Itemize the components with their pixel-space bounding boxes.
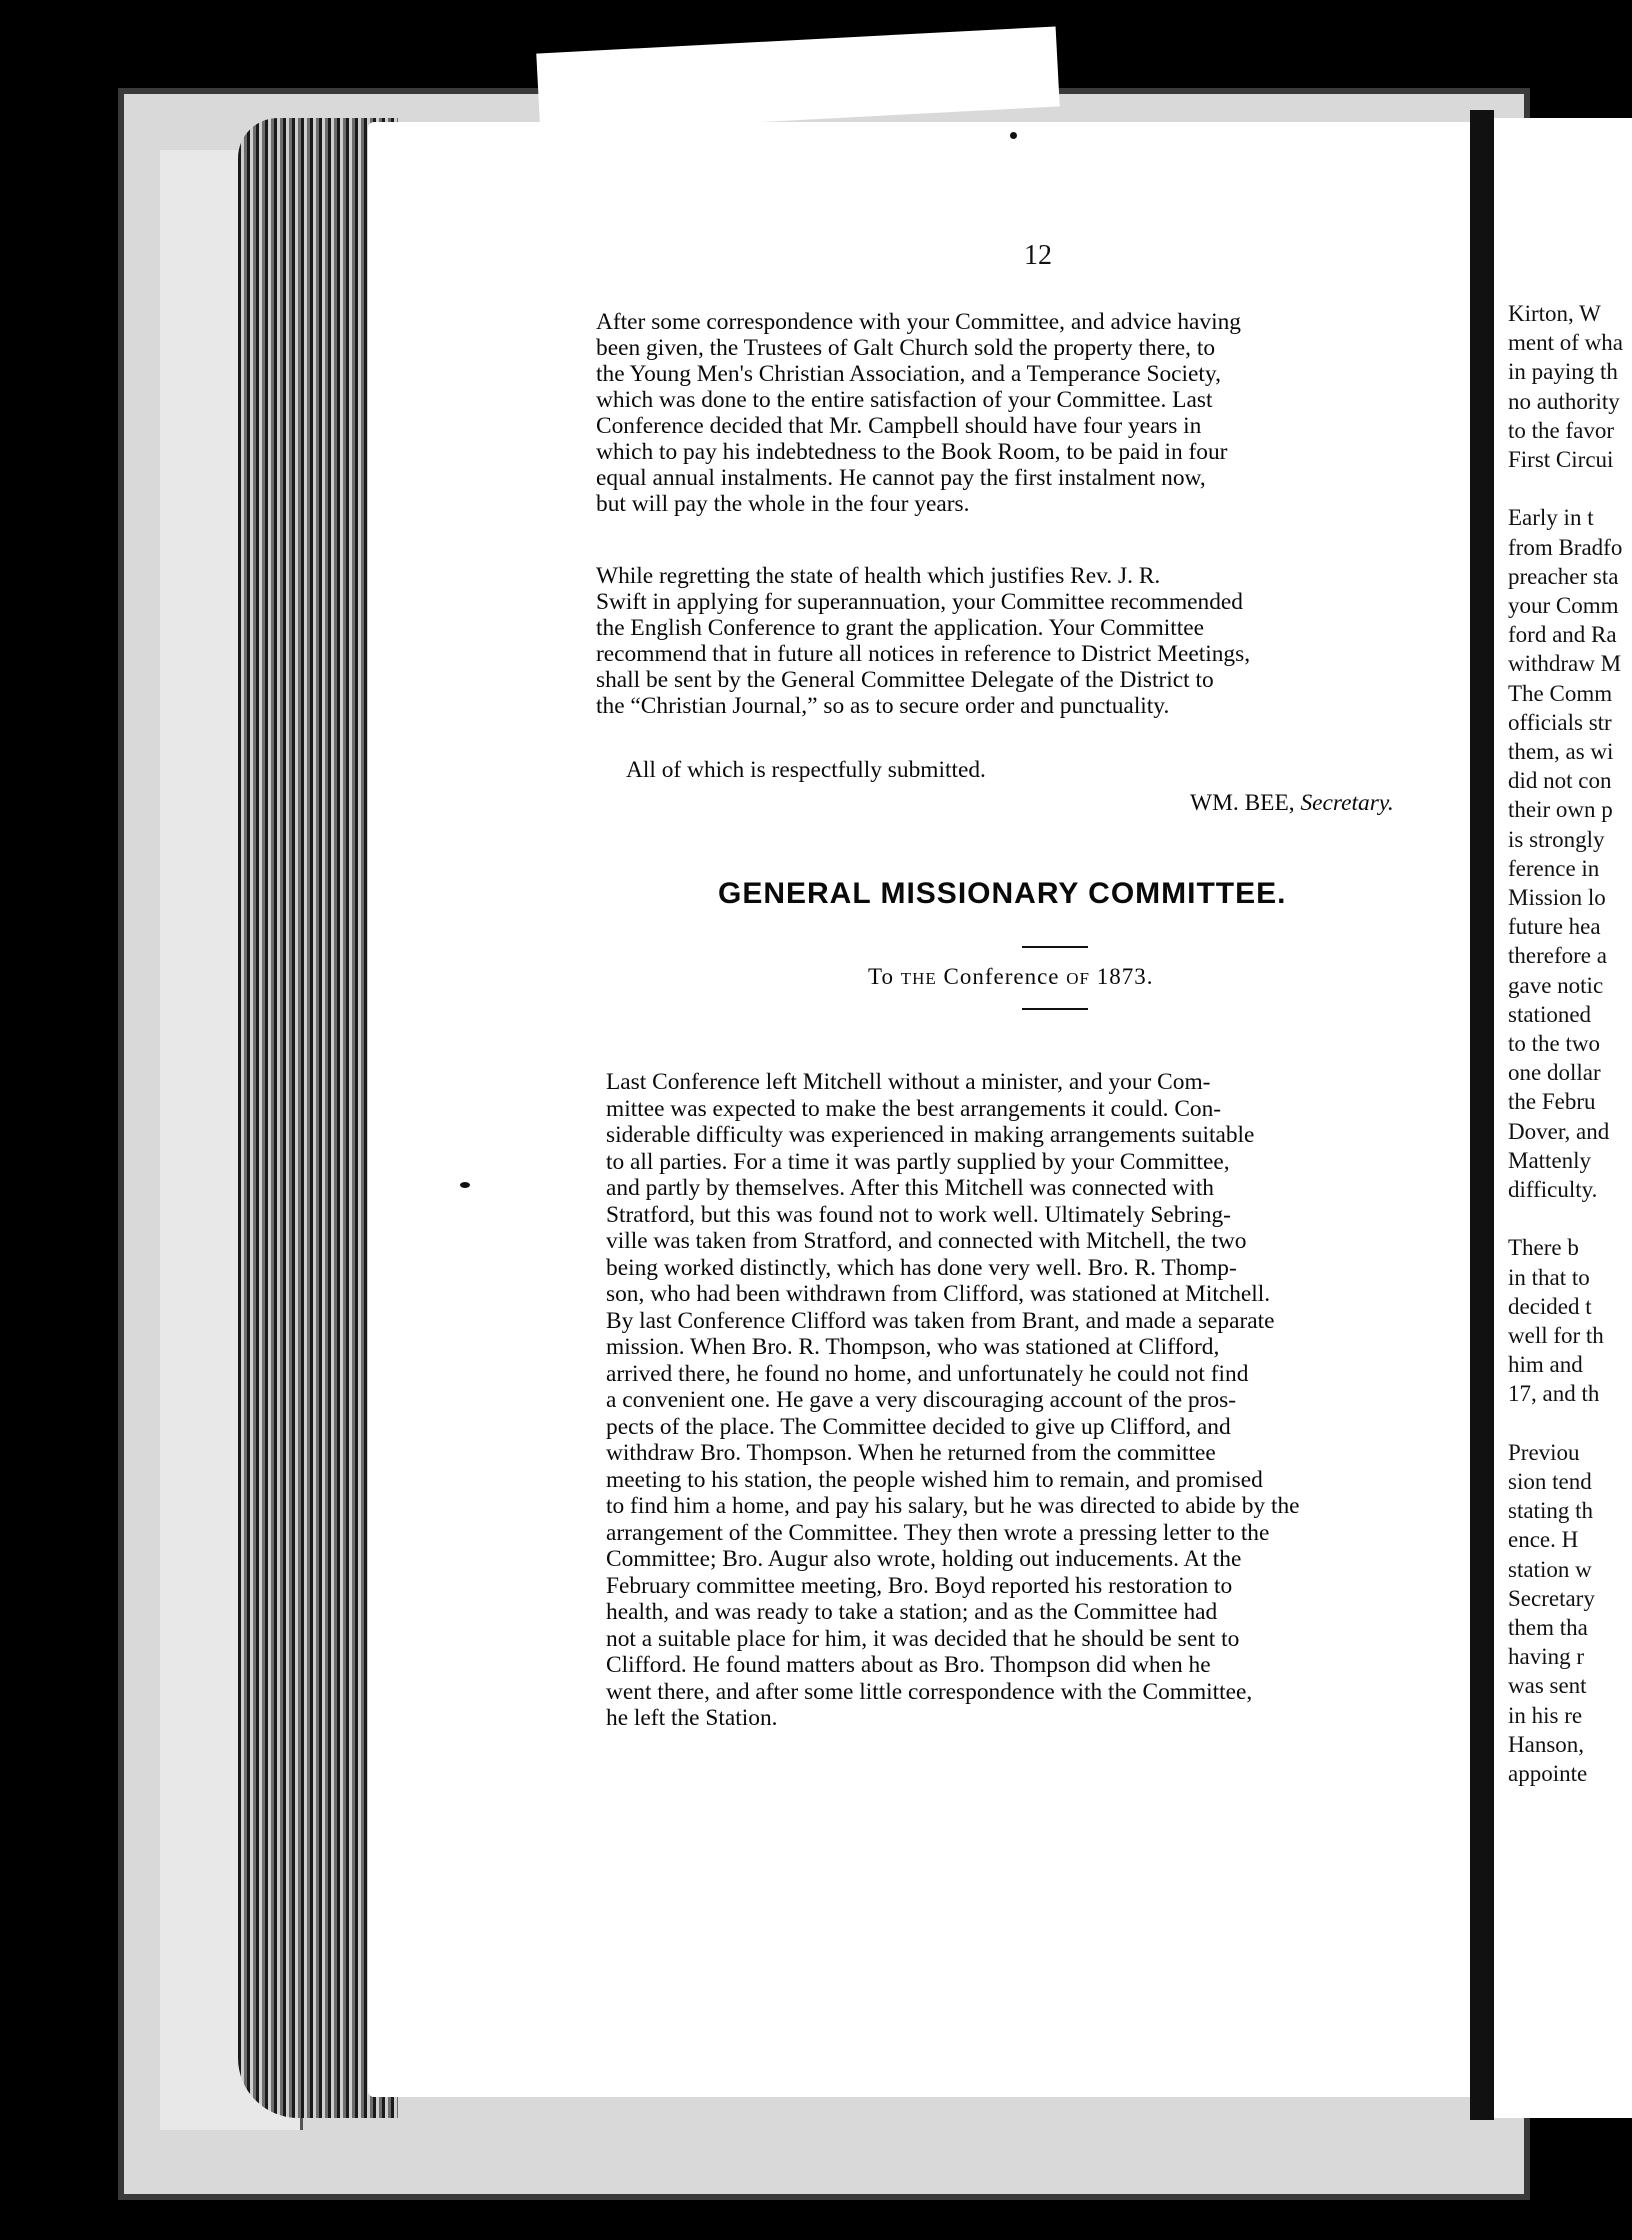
opposite-text-line: decided t	[1508, 1293, 1592, 1319]
opposite-text-line: their own p	[1508, 797, 1613, 823]
opposite-text-line: the Febru	[1508, 1089, 1596, 1115]
opposite-text-line: withdraw M	[1508, 651, 1622, 677]
opposite-text-line: The Comm	[1508, 680, 1613, 706]
text-line: equal annual instalments. He cannot pay the first instalment now,	[596, 465, 1206, 491]
text-line: siderable difficulty was experienced in making arrangements suitable	[606, 1122, 1255, 1148]
text-line: arrived there, he found no home, and unfortunately he could not find	[606, 1360, 1249, 1387]
text-line: health, and was ready to take a station; and as the Committee had	[606, 1599, 1218, 1625]
signature-name: WM. BEE,	[1190, 790, 1295, 816]
opposite-text-line: ference in	[1508, 855, 1600, 881]
text-line: which was done to the entire satisfaction of your Committee. Last	[596, 387, 1213, 413]
text-line: By last Conference Clifford was taken from Brant, and made a separate	[606, 1307, 1275, 1334]
opposite-text-line: ford and Ra	[1508, 622, 1617, 648]
text-line: meeting to his station, the people wished him to remain, and promised	[606, 1466, 1263, 1493]
ink-speck	[1010, 132, 1017, 139]
opposite-text-line: Mission lo	[1508, 885, 1606, 910]
opposite-text-line: Early in t	[1508, 505, 1594, 531]
opposite-text-line: ence. H	[1508, 1527, 1579, 1553]
text-line: the English Conference to grant the application. Your Committee	[596, 615, 1205, 641]
opposite-text-line: is strongly	[1508, 826, 1605, 852]
text-line: a convenient one. He gave a very discouraging account of the pros-	[606, 1387, 1237, 1413]
subheading-to: To	[868, 964, 894, 989]
text-line: recommend that in future all notices in reference to District Meetings,	[596, 641, 1251, 667]
text-line: to all parties. For a time it was partly supplied by your Committee,	[606, 1148, 1230, 1175]
opposite-text-line: well for th	[1508, 1323, 1604, 1348]
text-line: Swift in applying for superannuation, your Committee recommended	[596, 589, 1243, 615]
text-line: All of which is respectfully submitted.	[626, 757, 986, 783]
opposite-text-line: them tha	[1508, 1615, 1588, 1640]
text-line: Conference decided that Mr. Campbell should have four years in	[596, 413, 1202, 439]
opposite-text-line: Dover, and	[1508, 1118, 1610, 1144]
text-line: While regretting the state of health which justifies Rev. J. R.	[596, 563, 1161, 589]
opposite-text-line: future hea	[1508, 914, 1601, 940]
opposite-text-line: no authority	[1508, 388, 1620, 414]
subheading-the: THE	[900, 969, 937, 988]
opposite-text-line: to the two	[1508, 1031, 1600, 1056]
text-line: went there, and after some little correspondence with the Committee,	[606, 1678, 1253, 1705]
opposite-text-line: him and	[1508, 1352, 1583, 1378]
opposite-text-line: There b	[1508, 1235, 1579, 1261]
opposite-text-line: Secretary	[1508, 1585, 1595, 1611]
text-line: arrangement of the Committee. They then wrote a pressing letter to the	[606, 1519, 1270, 1546]
subheading-of: OF	[1066, 969, 1090, 988]
text-line: the Young Men's Christian Association, and a Temperance Society,	[596, 361, 1221, 387]
opposite-text-line: gave notic	[1508, 972, 1604, 998]
opposite-text-line: sion tend	[1508, 1469, 1592, 1494]
text-line: February committee meeting, Bro. Boyd reported his restoration to	[606, 1572, 1233, 1599]
opposite-text-line: appointe	[1508, 1761, 1588, 1786]
opposite-text-line: your Comm	[1508, 593, 1619, 618]
opposite-text-line: one dollar	[1508, 1060, 1601, 1086]
opposite-text-line: in paying th	[1508, 359, 1618, 385]
text-line: which to pay his indebtedness to the Book Room, to be paid in four	[596, 439, 1228, 465]
text-line: the “Christian Journal,” so as to secure order and punctuality.	[596, 693, 1170, 719]
section-heading: GENERAL MISSIONARY COMMITTEE.	[718, 877, 1287, 910]
opposite-text-line: First Circui	[1508, 447, 1614, 472]
text-line: withdraw Bro. Thompson. When he returned from the committee	[606, 1440, 1216, 1466]
opposite-text-line: therefore a	[1508, 943, 1607, 969]
text-line: ville was taken from Stratford, and connected with Mitchell, the two	[606, 1228, 1247, 1254]
opposite-text-line: officials str	[1508, 709, 1612, 735]
opposite-text-line: station w	[1508, 1556, 1592, 1582]
text-line: mittee was expected to make the best arrangements it could. Con-	[606, 1095, 1222, 1122]
opposite-text-line: Previou	[1508, 1439, 1580, 1465]
text-line: but will pay the whole in the four years.	[596, 491, 970, 517]
heading-rule-bottom	[1022, 1008, 1088, 1010]
book-gutter	[1470, 110, 1494, 2120]
ink-speck	[460, 1182, 470, 1188]
text-line: son, who had been withdrawn from Clifford, was stationed at Mitchell.	[606, 1281, 1271, 1307]
text-line: Last Conference left Mitchell without a minister, and your Com-	[606, 1069, 1211, 1095]
opposite-text-line: them, as wi	[1508, 739, 1614, 764]
text-line: mission. When Bro. R. Thompson, who was stationed at Clifford,	[606, 1334, 1220, 1360]
text-line: shall be sent by the General Committee Delegate of the District to	[596, 667, 1214, 693]
opposite-text-line: 17, and th	[1508, 1381, 1600, 1407]
opposite-text-line: in that to	[1508, 1264, 1590, 1290]
opposite-text-line: from Bradfo	[1508, 534, 1623, 560]
opposite-text-line: ment of wha	[1508, 330, 1623, 356]
signature-title: Secretary.	[1300, 790, 1394, 816]
subheading-conference: Conference	[943, 964, 1060, 989]
opposite-text-line: difficulty.	[1508, 1177, 1598, 1202]
text-line: pects of the place. The Committee decided to give up Clifford, and	[606, 1413, 1231, 1440]
text-line: Stratford, but this was found not to work well. Ultimately Sebring-	[606, 1201, 1231, 1228]
opposite-text-line: preacher sta	[1508, 563, 1619, 589]
opposite-text-line: stating th	[1508, 1498, 1593, 1524]
opposite-text-line: to the favor	[1508, 417, 1615, 443]
signature	[1190, 790, 1394, 817]
opposite-text-line: Hanson,	[1508, 1731, 1585, 1757]
text-line: been given, the Trustees of Galt Church sold the property there, to	[596, 335, 1216, 361]
text-line: Clifford. He found matters about as Bro. Thompson did when he	[606, 1652, 1211, 1678]
opposite-text-line: stationed	[1508, 1001, 1592, 1027]
opposite-text-line: did not con	[1508, 768, 1612, 794]
text-line: being worked distinctly, which has done very well. Bro. R. Thomp-	[606, 1254, 1237, 1281]
opposite-text-line: Kirton, W	[1508, 301, 1601, 326]
page-number: 12	[1024, 240, 1052, 271]
opposite-text-line: in his re	[1508, 1702, 1583, 1728]
section-subheading	[868, 964, 1153, 990]
heading-rule-top	[1022, 946, 1088, 948]
text-line: to find him a home, and pay his salary, but he was directed to abide by the	[606, 1493, 1300, 1519]
opposite-text-line: Mattenly	[1508, 1147, 1592, 1173]
text-line: and partly by themselves. After this Mitchell was connected with	[606, 1175, 1215, 1201]
text-line: not a suitable place for him, it was decided that he should be sent to	[606, 1625, 1240, 1652]
text-line: After some correspondence with your Committee, and advice having	[596, 309, 1241, 335]
text-line: he left the Station.	[606, 1705, 778, 1731]
opposite-text-line: was sent	[1508, 1673, 1587, 1699]
subheading-year: 1873.	[1096, 964, 1154, 989]
text-line: Committee; Bro. Augur also wrote, holding out inducements. At the	[606, 1546, 1242, 1572]
opposite-text-line: having r	[1508, 1644, 1585, 1670]
